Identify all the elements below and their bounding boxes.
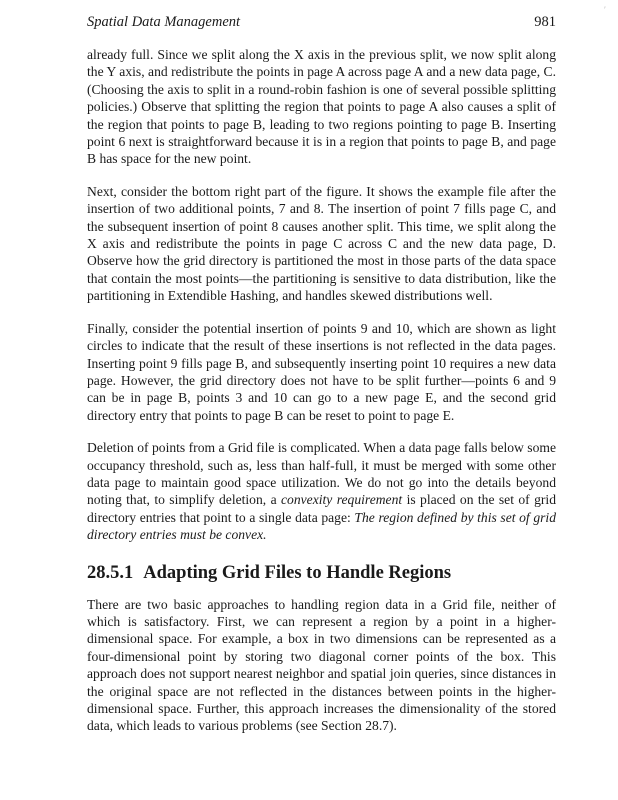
page-number: 981 [534, 14, 556, 30]
section-heading [87, 562, 556, 584]
paragraph-4 [87, 439, 556, 543]
convexity-requirement-term: convexity requirement [281, 492, 403, 508]
paragraph-4-text-b: is placed on the set of grid directory entries that point to a single data page: [87, 492, 556, 525]
running-head-title: Spatial Data Management [87, 14, 241, 30]
paragraph-5: There are two basic approaches to handling region data in a Grid file, neither of which is satisfactory. First, we can represent a region by a point in a higher-dimensional space. For example, a box in two dimensions can be represented as a four-dimensional point by storing two diagonal corner points of the box. This approach does not support nearest neighbor and spatial join queries, since distances in the original space are not reflected in the distances between points in the higher-dimensional space. Further, this approach increases the dimensionality of the stored data, which leads to various problems (see Section 28.7). [87, 596, 556, 734]
page-body [87, 46, 556, 750]
running-head [87, 14, 556, 31]
section-title: Adapting Grid Files to Handle Regions [143, 562, 452, 583]
corner-mark: ′ [604, 5, 606, 15]
paragraph-3: Finally, consider the potential insertion of points 9 and 10, which are shown as light circles to indicate that the result of these insertions is not reflected in the data pages. Inserting point 9 fills page B, and subsequently inserting point 10 requires a new data page. However, the grid directory does not have to be split further—points 6 and 9 can be in page B, points 3 and 10 can go to a new page E, and the second grid directory entry that points to page B can be reset to point to page E. [87, 320, 556, 423]
paragraph-1: already full. Since we split along the X axis in the previous split, we now split along the Y axis, and redistribute the points in page A across page A and a new data page, C. (Choosing the axis to split in a round-robin fashion is one of several possible splitting policies.) Observe that splitting the region that points to page A also causes a split of the region that points to page B, leading to two regions pointing to page B. Inserting point 6 next is straightforward because it is in a region that points to page B, and page B has space for the new point. [87, 47, 556, 167]
convexity-statement: The region defined by this set of grid directory entries must be convex. [87, 509, 556, 543]
paragraph-4-text-a: Deletion of points from a Grid file is complicated. When a data page falls below some occupancy threshold, such as, less than half-full, it must be merged with some other data page to maintain good space utilization. We do not go into the details beyond noting that, to simplify deletion, a [87, 440, 556, 508]
paragraph-2: Next, consider the bottom right part of the figure. It shows the example file after the insertion of two additional points, 7 and 8. The insertion of point 7 fills page C, and the subsequent insertion of point 8 causes another split. This time, we split along the X axis and redistribute the points in page C across C and the new data page, D. Observe how the grid directory is partitioned the most in those parts of the data space that contain the most points—the partitioning is sensitive to data distribution, like the partitioning in Extendible Hashing, and handles skewed distributions well. [87, 183, 556, 304]
section-number: 28.5.1 [87, 562, 134, 583]
